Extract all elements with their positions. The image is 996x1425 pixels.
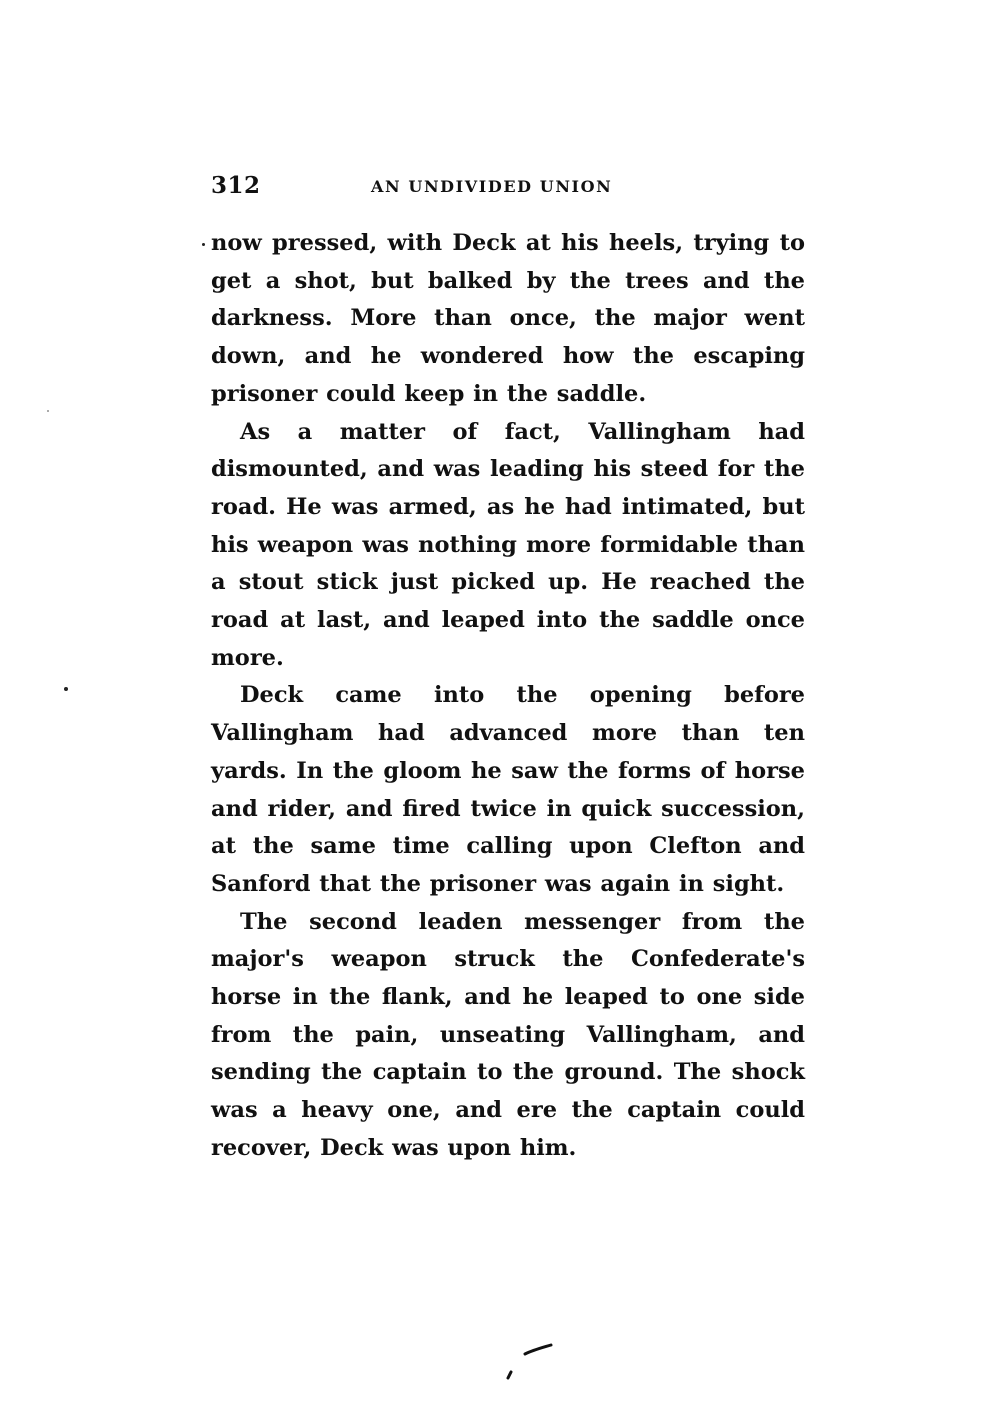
scan-speck [64, 687, 68, 691]
page-number: 312 [211, 172, 261, 199]
scan-speck [47, 410, 49, 412]
running-title: AN UNDIVIDED UNION [371, 177, 613, 196]
paragraph-4: The second leaden messenger from the major's weapon struck the Confederate's horse in the flank, and he leaped to one side from the pain, unseating Vallingham, and sending the captain to the ground. The shock was a heavy one, and ere the captain could recover, Deck was upon him. [211, 908, 805, 1161]
scan-speck [202, 243, 205, 246]
body-text [211, 225, 805, 1168]
page-header [211, 172, 805, 204]
paragraph-2: As a matter of fact, Vallingham had dismounted, and was leading his steed for the road. He was armed, as he had intimated, but his weapon was nothing more formidable than a stout stick just picked up. He reached the road at last, and leaped into the saddle once more. [211, 418, 805, 671]
paragraph-1: now pressed, with Deck at his heels, trying to get a shot, but balked by the trees and the darkness. More than once, the major went down, and he wondered how the escaping prisoner could keep in the saddle. [211, 230, 805, 407]
footer-ink-mark [505, 1340, 555, 1380]
paragraph-3: Deck came into the opening before Vallingham had advanced more than ten yards. In the gloom he saw the forms of horse and rider, and fired twice in quick succession, at the same time calling upon Clefton and Sanford that the prisoner was again in sight. [211, 682, 805, 897]
